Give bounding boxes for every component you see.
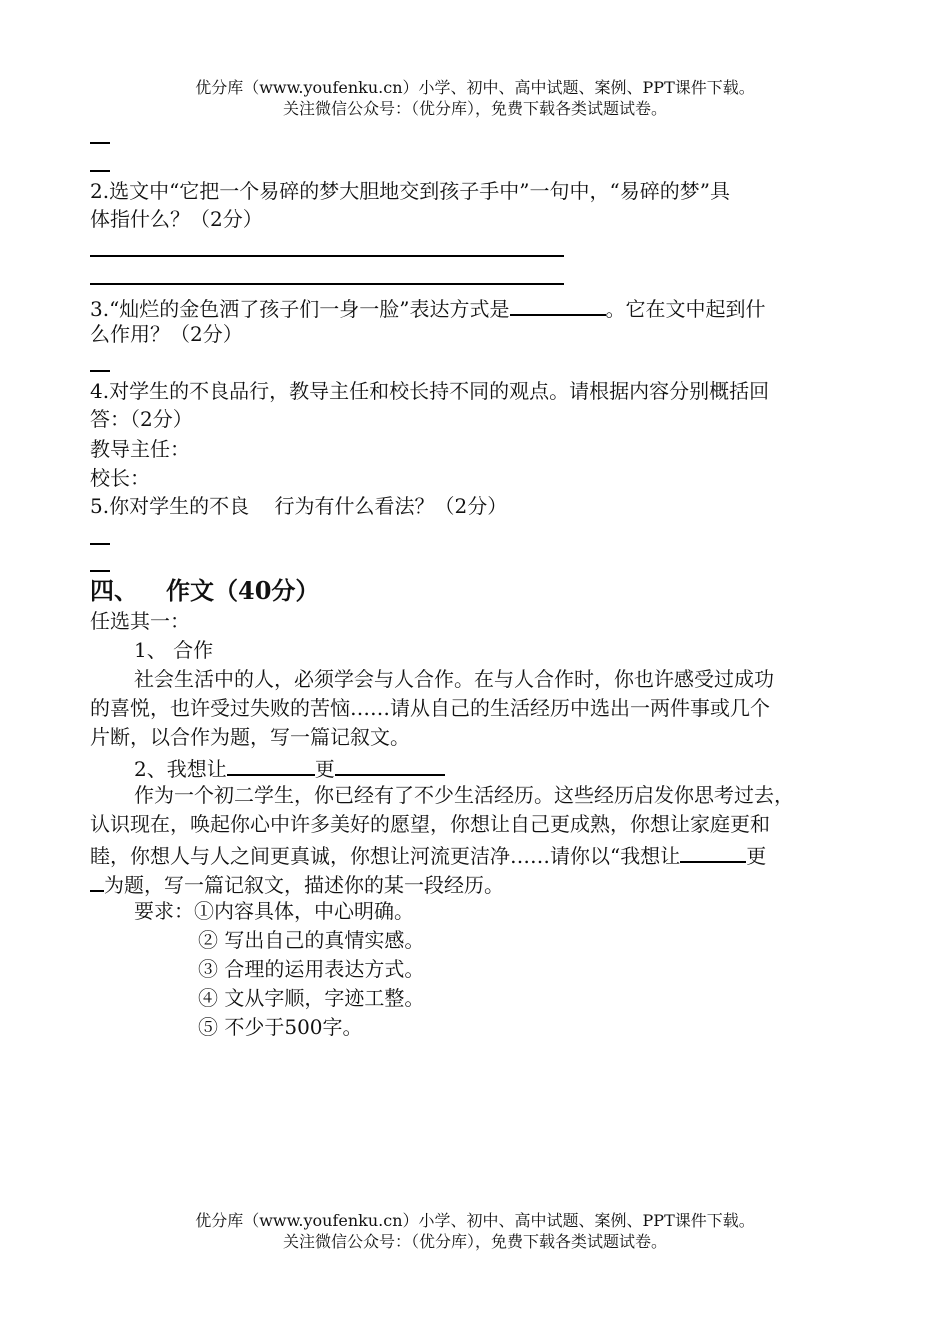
topic-2-text-e: 为题，写一篇记叙文，描述你的某一段经历。 bbox=[104, 873, 504, 897]
answer-line bbox=[90, 255, 564, 257]
answer-dash bbox=[90, 543, 110, 545]
section-4-heading bbox=[90, 577, 319, 605]
principal-label: 校长： bbox=[90, 466, 150, 490]
question-3-text-b: 。它在文中起到什 bbox=[605, 297, 766, 321]
answer-line bbox=[90, 283, 564, 285]
fill-blank bbox=[680, 839, 746, 863]
answer-dash bbox=[90, 370, 110, 372]
topic-2-paragraph-line-3 bbox=[90, 839, 766, 870]
topic-1-title: 1、 合作 bbox=[134, 638, 214, 662]
topic-1-paragraph-line-2: 的喜悦，也许受过失败的苦恼……请从自己的生活经历中选出一两件事或几个 bbox=[90, 696, 770, 720]
section-number: 四、 bbox=[90, 576, 138, 605]
topic-2-text-c: 睦，你想人与人之间更真诚，你想让河流更洁净……请你以“我想让 bbox=[90, 844, 681, 868]
topic-2-text-a: 2、我想让 bbox=[134, 757, 227, 781]
header-line-1: 优分库（www.youfenku.cn）小学、初中、高中试题、案例、PPT课件下载。 bbox=[195, 78, 755, 97]
topic-1-paragraph-line-1: 社会生活中的人，必须学会与人合作。在与人合作时，你也许感受过成功 bbox=[134, 667, 774, 691]
footer-line-2: 关注微信公众号：（优分库），免费下载各类试题试卷。 bbox=[282, 1232, 667, 1251]
fill-blank bbox=[510, 292, 606, 316]
answer-dash bbox=[90, 142, 110, 144]
requirements-line-1 bbox=[134, 897, 414, 925]
question-3-line-2: 么作用？（2分） bbox=[90, 322, 243, 346]
question-4-line-1: 4.对学生的不良品行，教导主任和校长持不同的观点。请根据内容分别概括回 bbox=[90, 379, 770, 403]
question-3-text-a: 3.“灿烂的金色洒了孩子们一身一脸”表达方式是 bbox=[90, 297, 510, 321]
requirement-3: ③ 合理的运用表达方式。 bbox=[198, 957, 425, 981]
question-2-line-2: 体指什么？（2分） bbox=[90, 207, 263, 231]
footer-line-1: 优分库（www.youfenku.cn）小学、初中、高中试题、案例、PPT课件下载。 bbox=[195, 1211, 755, 1230]
question-4-line-2: 答：（2分） bbox=[90, 407, 193, 431]
answer-dash bbox=[90, 570, 110, 572]
requirement-2: ② 写出自己的真情实感。 bbox=[198, 928, 425, 952]
requirement-4: ④ 文从字顺，字迹工整。 bbox=[198, 986, 425, 1010]
answer-dash bbox=[90, 170, 110, 172]
fill-blank bbox=[227, 752, 315, 776]
director-label: 教导主任： bbox=[90, 437, 190, 461]
question-2-line-1: 2.选文中“它把一个易碎的梦大胆地交到孩子手中”一句中，“易碎的梦”具 bbox=[90, 179, 730, 203]
topic-2-text-d: 更 bbox=[746, 844, 767, 868]
section-title: 作文（40分） bbox=[166, 576, 320, 605]
fill-blank bbox=[90, 868, 104, 892]
topic-2-paragraph-line-4 bbox=[90, 868, 504, 899]
topic-2-text-b: 更 bbox=[314, 757, 335, 781]
question-5-line: 5.你对学生的不良 行为有什么看法？（2分） bbox=[90, 494, 508, 518]
topic-2-paragraph-line-1: 作为一个初二学生，你已经有了不少生活经历。这些经历启发你思考过去， bbox=[134, 783, 794, 807]
header-line-2: 关注微信公众号：（优分库），免费下载各类试题试卷。 bbox=[282, 99, 667, 118]
fill-blank bbox=[335, 752, 445, 776]
topic-2-title bbox=[134, 752, 445, 783]
topic-1-paragraph-line-3: 片断，以合作为题，写一篇记叙文。 bbox=[90, 725, 410, 749]
requirement-5: ⑤ 不少于500字。 bbox=[198, 1015, 363, 1039]
question-3-line-1 bbox=[90, 292, 766, 323]
requirements-label: 要求： bbox=[134, 899, 194, 923]
requirement-1: ①内容具体，中心明确。 bbox=[194, 899, 414, 923]
choose-one: 任选其一： bbox=[90, 609, 190, 633]
topic-2-paragraph-line-2: 认识现在，唤起你心中许多美好的愿望，你想让自己更成熟，你想让家庭更和 bbox=[90, 812, 770, 836]
